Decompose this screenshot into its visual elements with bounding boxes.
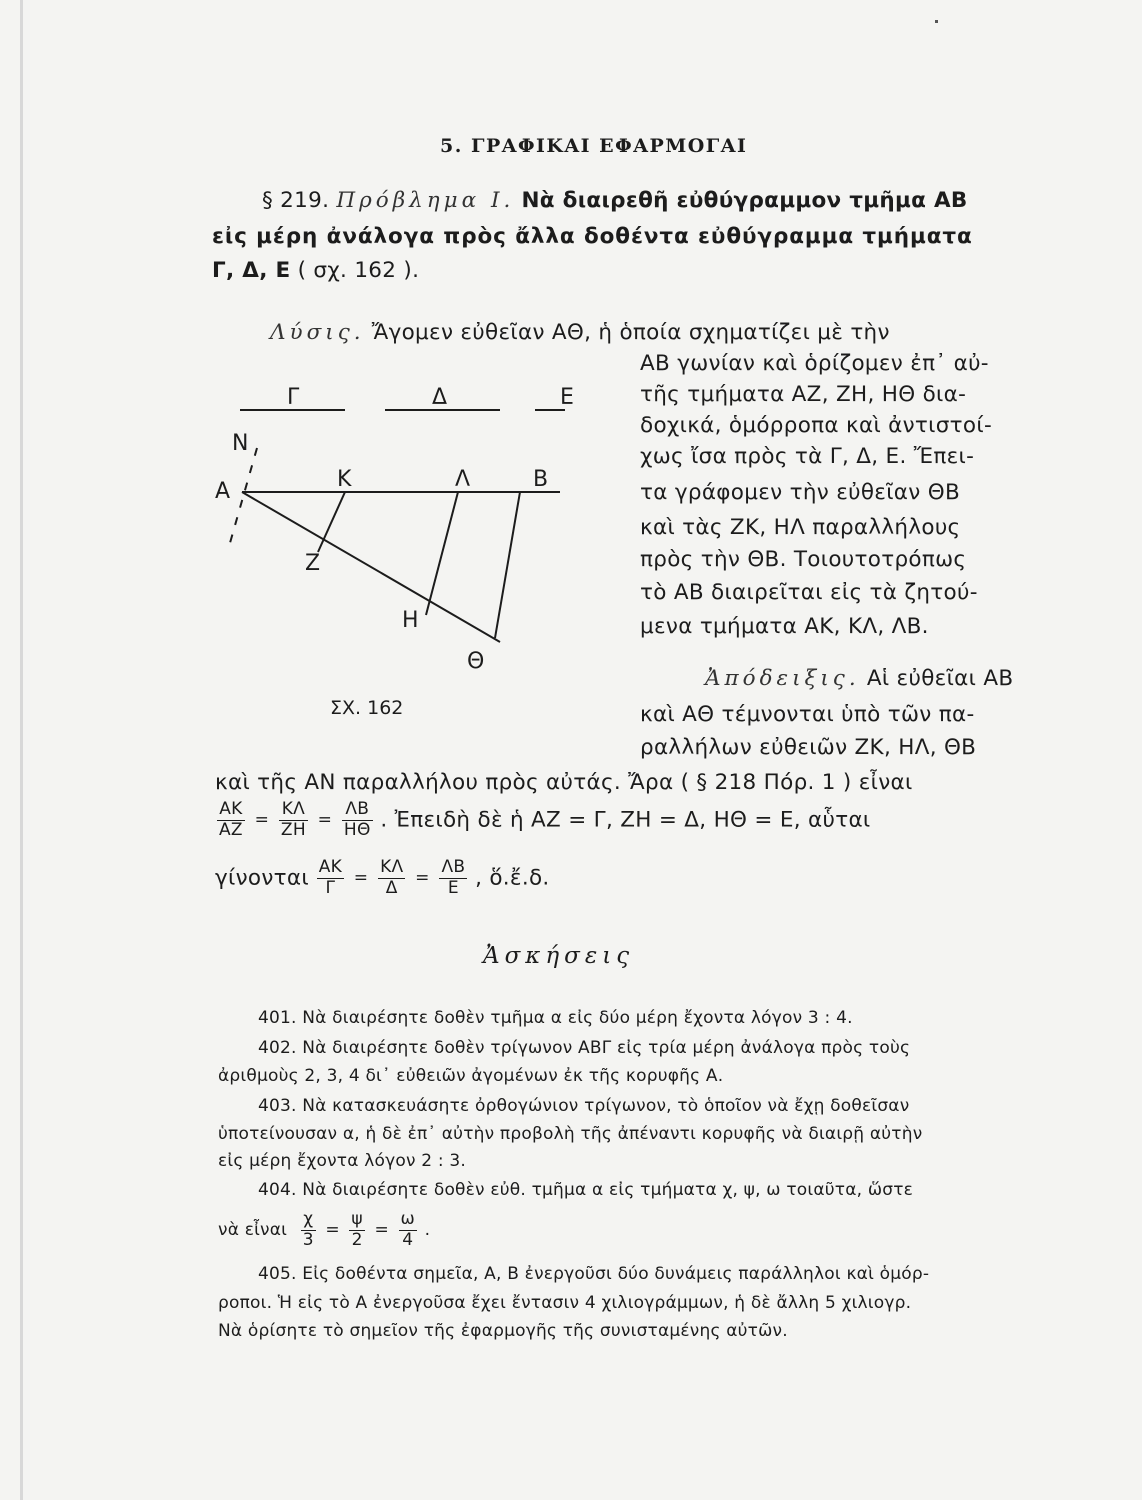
proof-line-1 [705, 666, 1013, 691]
scan-mark [935, 20, 938, 23]
solution-line: δοχικά, ὁμόρροπα καὶ ἀντιστοί- [640, 413, 993, 438]
label-H: H [402, 608, 419, 633]
figure-162 [210, 370, 580, 700]
fraction: $\frac{K\Lambda}{\Delta}$ [380, 857, 404, 898]
label-A: A [215, 479, 231, 504]
label-Theta: Θ [467, 649, 485, 674]
exercise-401: 401. Νὰ διαιρέσητε δοθὲν τμῆμα α εἰς δύο μέρη ἔχοντα λόγον 3 : 4. [258, 1008, 853, 1028]
proof-line: καὶ τῆς ΑΝ παραλλήλου πρὸς αὐτάς. Ἄρα ( § 218 Πόρ. 1 ) εἶναι [215, 770, 913, 795]
label-gamma: Γ [287, 385, 300, 410]
problem-label: Πρόβλημα I. [336, 188, 515, 213]
label-N: N [232, 431, 249, 456]
figure-ref: ( σχ. 162 ). [297, 258, 420, 283]
problem-line-3 [212, 258, 419, 283]
exercise-404: 404. Νὰ διαιρέσητε δοθὲν εὐθ. τμῆμα α εἰς τμήματα χ, ψ, ω τοιαῦτα, ὥστε [258, 1180, 914, 1200]
proof-line: καὶ ΑΘ τέμνονται ὑπὸ τῶν πα- [640, 702, 975, 727]
proof-text: Αἱ εὐθεῖαι ΑΒ [866, 666, 1014, 691]
solution-line: πρὸς τὴν ΘΒ. Τοιουτοτρόπως [640, 547, 967, 572]
exercise-404-cont: νὰ εἶναι $\frac{\chi}{3}$ = $\frac{\psi}{2}$ = $\frac{\omega}{4}$ . [218, 1209, 431, 1250]
fraction: $\frac{\omega}{4}$ [400, 1209, 415, 1250]
label-K: K [337, 467, 352, 492]
exercise-403-cont: ὑποτείνουσαν α, ἡ δὲ ἐπ᾿ αὐτὴν προβολὴ τῆς ἀπέναντι κορυφῆς νὰ διαιρῇ αὐτὴν [218, 1124, 923, 1144]
exercise-402-cont: ἀριθμοὺς 2, 3, 4 δι᾿ εὐθειῶν ἀγομένων ἐκ τῆς κορυφῆς Α. [218, 1066, 724, 1086]
label-delta: Δ [432, 385, 448, 410]
figure-caption: ΣΧ. 162 [330, 697, 404, 719]
exercise-405-cont: ροποι. Ἡ εἰς τὸ Α ἐνεργοῦσα ἔχει ἔντασιν 4 χιλιογράμμων, ἡ δὲ ἄλλη 5 χιλιογρ. [218, 1293, 912, 1313]
label-Lambda: Λ [455, 467, 471, 492]
section-heading: 5. ΓΡΑΦΙΚΑΙ ΕΦΑΡΜΟΓΑΙ [440, 135, 748, 157]
solution-line: καὶ τὰς ΖΚ, ΗΛ παραλλήλους [640, 515, 961, 540]
problem-line-2: εἰς μέρη ἀνάλογα πρὸς ἄλλα δοθέντα εὐθύγραμμα τμήματα [212, 224, 973, 249]
fraction: $\frac{\chi}{3}$ [302, 1209, 314, 1250]
fraction: $\frac{\psi}{2}$ [351, 1209, 363, 1250]
solution-line: μενα τμήματα ΑΚ, ΚΛ, ΛΒ. [640, 614, 929, 639]
fraction: $\frac{\Lambda B}{H\Theta}$ [343, 799, 371, 840]
solution-line: χως ἴσα πρὸς τὰ Γ, Δ, Ε. Ἔπει- [640, 444, 975, 469]
solution-text: Ἄγομεν εὐθεῖαν ΑΘ, ἡ ὁποία σχηματίζει μὲ τὴν [371, 320, 890, 345]
proof-line: ραλλήλων εὐθειῶν ΖΚ, ΗΛ, ΘΒ [640, 735, 977, 760]
solution-line-1 [270, 320, 890, 345]
label-Z: Z [305, 551, 321, 576]
page-edge-shadow [20, 0, 23, 1500]
exercise-402: 402. Νὰ διαιρέσητε δοθὲν τρίγωνον ΑΒΓ εἰς τρία μέρη ἀνάλογα πρὸς τοὺς [258, 1038, 911, 1058]
proof-label: Ἀπόδειξις. [705, 666, 860, 691]
exercise-403: 403. Νὰ κατασκευάσητε ὀρθογώνιον τρίγωνον, τὸ ὁποῖον νὰ ἔχῃ δοθεῖσαν [258, 1096, 910, 1116]
solution-line: τῆς τμήματα ΑΖ, ΖΗ, ΗΘ δια- [640, 382, 967, 407]
proportion-line: $\frac{AK}{AZ}$ = $\frac{K\Lambda}{ZH}$ = $\frac{\Lambda B}{H\Theta}$ . Ἐπειδὴ δὲ ἡ ΑΖ = Γ, ΖΗ = Δ, ΗΘ = Ε, αὗται [219, 799, 871, 840]
exercise-403-cont: εἰς μέρη ἔχοντα λόγον 2 : 3. [218, 1151, 467, 1171]
line-A-Theta [242, 492, 500, 642]
problem-segments: Γ, Δ, Ε [212, 258, 291, 283]
label-epsilon: Ε [560, 385, 574, 410]
problem-line-1 [262, 188, 968, 213]
problem-text: Νὰ διαιρεθῆ εὐθύγραμμον τμῆμα ΑΒ [521, 188, 968, 213]
qed: , ὅ.ἔ.δ. [475, 865, 550, 891]
fraction: $\frac{K\Lambda}{ZH}$ [280, 799, 306, 840]
line-Theta-B [495, 492, 520, 638]
label-B: B [533, 467, 549, 492]
exercise-405-cont: Νὰ ὁρίσητε τὸ σημεῖον τῆς ἐφαρμογῆς τῆς συνισταμένης αὐτῶν. [218, 1321, 788, 1341]
fraction: $\frac{\Lambda B}{E}$ [441, 857, 466, 898]
solution-line: τα γράφομεν τὴν εὐθεῖαν ΘΒ [640, 480, 960, 505]
result-line: γίνονται $\frac{AK}{\Gamma}$ = $\frac{K\Lambda}{\Delta}$ = $\frac{\Lambda B}{E}$ , ὅ.ἔ.δ. [215, 857, 550, 898]
solution-line: τὸ ΑΒ διαιρεῖται εἰς τὰ ζητού- [640, 580, 978, 605]
proof-continuation: . Ἐπειδὴ δὲ ἡ ΑΖ = Γ, ΖΗ = Δ, ΗΘ = Ε, αὗται [380, 807, 871, 833]
exercises-title: Ἀσκήσεις [483, 943, 635, 969]
solution-line: ΑΒ γωνίαν καὶ ὁρίζομεν ἐπ᾿ αὐ- [640, 351, 989, 376]
exercise-405: 405. Εἰς δοθέντα σημεῖα, Α, Β ἐνεργοῦσι δύο δυνάμεις παράλληλοι καὶ ὁμόρ- [258, 1264, 930, 1284]
fraction: $\frac{AK}{AZ}$ [219, 799, 243, 840]
line-HL [426, 492, 458, 615]
solution-label: Λύσις. [270, 320, 365, 345]
section-number: § 219. [262, 188, 330, 213]
fraction: $\frac{AK}{\Gamma}$ [318, 857, 343, 898]
